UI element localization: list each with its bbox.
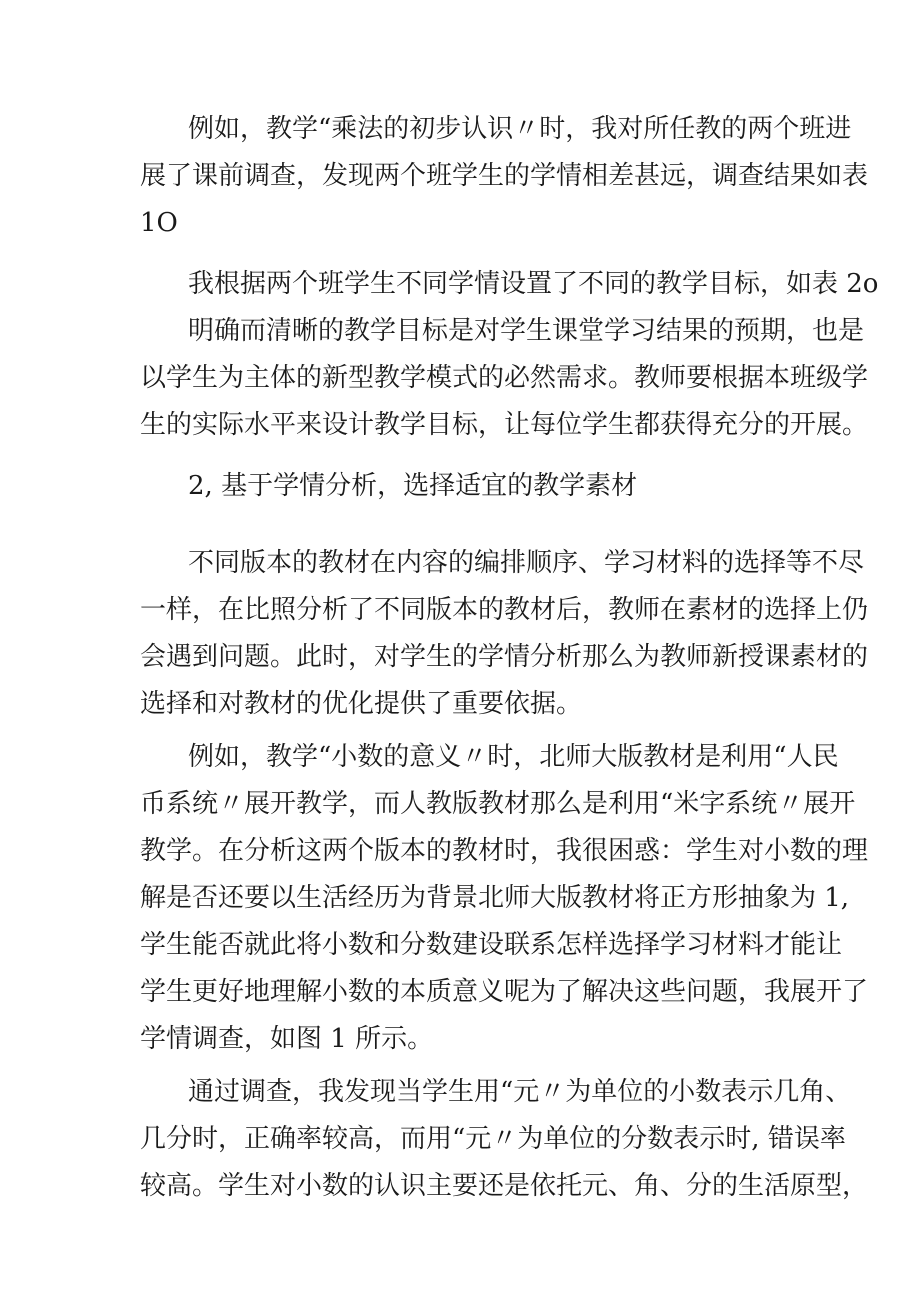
- text-line: 展了课前调查，发现两个班学生的学情相差甚远，调查结果如表: [140, 161, 869, 191]
- paragraph-multiplication-example: [140, 106, 869, 247]
- paragraph-clear-goals: [140, 308, 869, 449]
- text-line: 学生能否就此将小数和分数建设联系怎样选择学习材料才能让: [140, 930, 843, 960]
- text-line: 教学。在分析这两个版本的教材时，我很困惑：学生对小数的理: [140, 836, 869, 866]
- text-line: 例如，教学“小数的意义〃时，北师大版教材是利用“人民: [188, 742, 839, 772]
- text-line: 1O: [140, 208, 178, 238]
- text-line: 学情调查，如图 1 所示。: [140, 1024, 434, 1054]
- text-line: 明确而清晰的教学目标是对学生课堂学习结果的预期，也是: [188, 316, 865, 346]
- text-line: 几分时，正确率较高，而用“元〃为单位的分数表示时, 错误率: [140, 1124, 846, 1154]
- text-line: 我根据两个班学生不同学情设置了不同的教学目标，如表 2o: [188, 269, 879, 299]
- text-line: 通过调查，我发现当学生用“元〃为单位的小数表示几角、: [188, 1077, 852, 1107]
- section-heading: [140, 463, 790, 510]
- text-line: 币系统〃展开教学，而人教版教材那么是利用“米字系统〃展开: [140, 789, 856, 819]
- text-line: 选择和对教材的优化提供了重要依据。: [140, 689, 583, 719]
- paragraph-teaching-goals: [140, 261, 879, 308]
- text-line: 生的实际水平来设计教学目标，让每位学生都获得充分的开展。: [140, 410, 869, 440]
- text-line: 一样，在比照分析了不同版本的教材后，教师在素材的选择上仍: [140, 595, 869, 625]
- text-line: 以学生为主体的新型教学模式的必然需求。教师要根据本班级学: [140, 363, 869, 393]
- text-line: 例如，教学“乘法的初步认识〃时，我对所任教的两个班进: [188, 114, 852, 144]
- document-body: [140, 106, 879, 1210]
- text-line: 不同版本的教材在内容的编排顺序、学习材料的选择等不尽: [188, 548, 865, 578]
- text-line: 会遇到问题。此时，对学生的学情分析那么为教师新授课素材的: [140, 642, 869, 672]
- heading-text: 2, 基于学情分析，选择适宜的教学素材: [188, 471, 638, 501]
- paragraph-decimal-example: [140, 734, 869, 1063]
- text-line: 解是否还要以生活经历为背景北师大版教材将正方形抽象为 1,: [140, 883, 850, 913]
- text-line: 学生更好地理解小数的本质意义呢为了解决这些问题，我展开了: [140, 977, 869, 1007]
- text-line: 较高。学生对小数的认识主要还是依托元、角、分的生活原型，: [140, 1171, 869, 1201]
- paragraph-textbook-versions: [140, 540, 869, 728]
- paragraph-survey-findings: [140, 1069, 869, 1210]
